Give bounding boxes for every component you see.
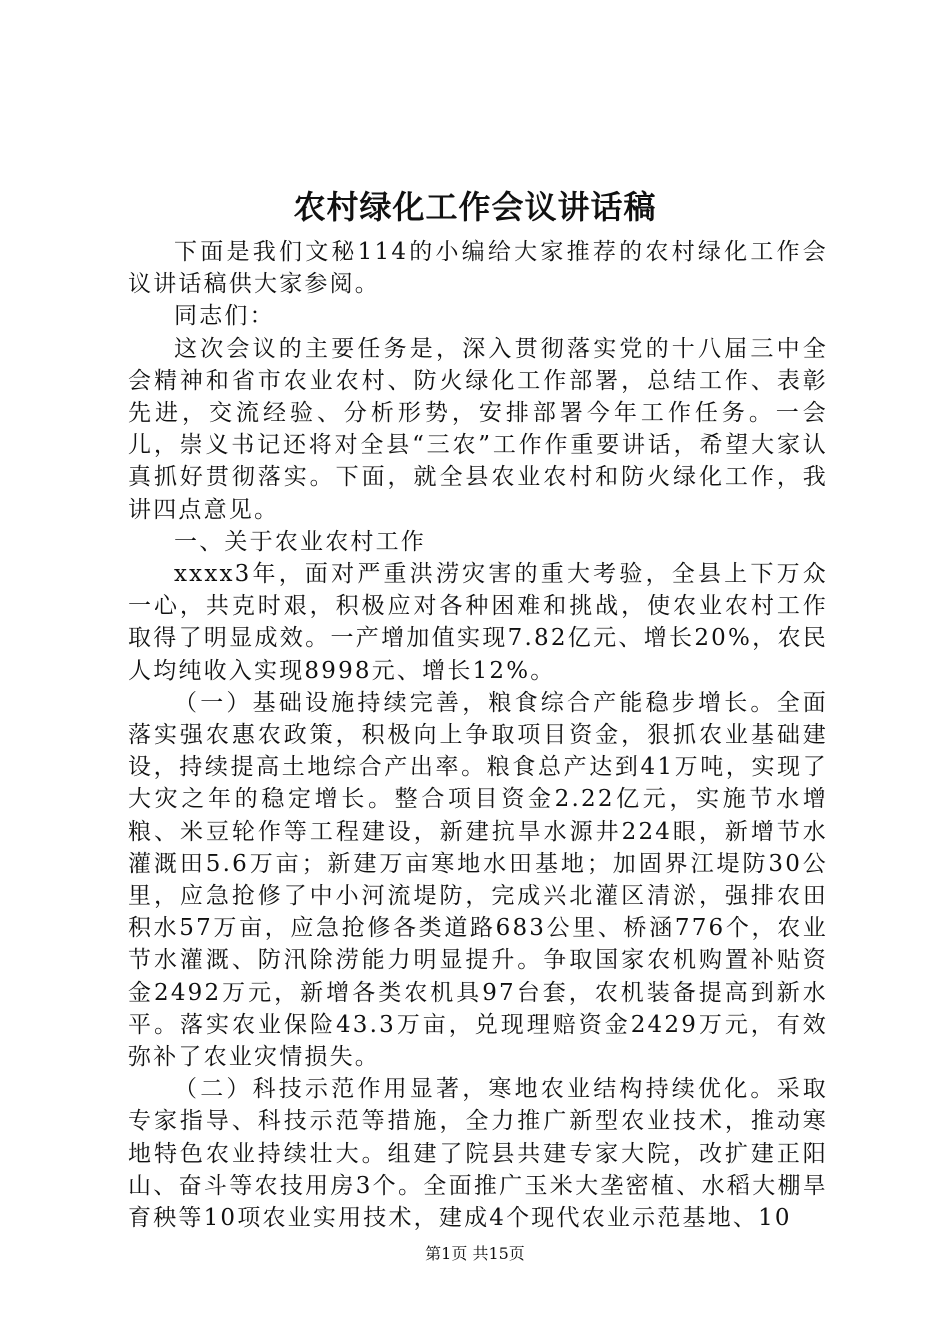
section-heading-agriculture: 一、关于农业农村工作 [174,528,426,555]
paragraph-technology: （二）科技示范作用显著，寒地农业结构持续优化。采取专家指导、科技示范等措施，全力推广新型农业技术，推动寒地特色农业持续壮大。组建了院县共建专家大院，改扩建正阳山、奋斗等农技用房3个。全面推广玉米大垄密植、水稻大棚旱育秧等10项农业实用技术，建成4个现代农业示范基地、10 [128,1076,828,1232]
salutation: 同志们： [174,303,275,330]
document-body [128,236,828,1234]
page-number-footer: 第1页 共15页 [425,1244,525,1263]
paragraph-infrastructure: （一）基础设施持续完善，粮食综合产能稳步增长。全面落实强农惠农政策，积极向上争取项目资金，狠抓农业基础建设，持续提高土地综合产出率。粮食总产达到41万吨，实现了大灾之年的稳定增长。整合项目资金2.22亿元，实施节水增粮、米豆轮作等工程建设，新建抗旱水源井224眼，新增节水灌溉田5.6万亩；新建万亩寒地水田基地；加固界江堤防30公里，应急抢修了中小河流堤防，完成兴北灌区清淤，强排农田积水57万亩，应急抢修各类道路683公里、桥涵776个，农业节水灌溉、防汛除涝能力明显提升。争取国家农机购置补贴资金2492万元，新增各类农机具97台套，农机装备提高到新水平。落实农业保险43.3万亩，兑现理赔资金2429万元，有效弥补了农业灾情损失。 [128,689,828,1071]
intro-paragraph: 下面是我们文秘114的小编给大家推荐的农村绿化工作会议讲话稿供大家参阅。 [128,239,828,298]
document-title: 农村绿化工作会议讲话稿 [293,188,657,226]
paragraph-achievements: xxxx3年，面对严重洪涝灾害的重大考验，全县上下万众一心，共克时艰，积极应对各种困难和挑战，使农业农村工作取得了明显成效。一产增加值实现7.82亿元、增长20%，农民人均纯收入实现8998元、增长12%。 [128,561,828,684]
paragraph-meeting-task: 这次会议的主要任务是，深入贯彻落实党的十八届三中全会精神和省市农业农村、防火绿化工作部署，总结工作、表彰先进，交流经验、分析形势，安排部署今年工作任务。一会儿，崇义书记还将对全县“三农”工作作重要讲话，希望大家认真抓好贯彻落实。下面，就全县农业农村和防火绿化工作，我讲四点意见。 [128,335,828,523]
